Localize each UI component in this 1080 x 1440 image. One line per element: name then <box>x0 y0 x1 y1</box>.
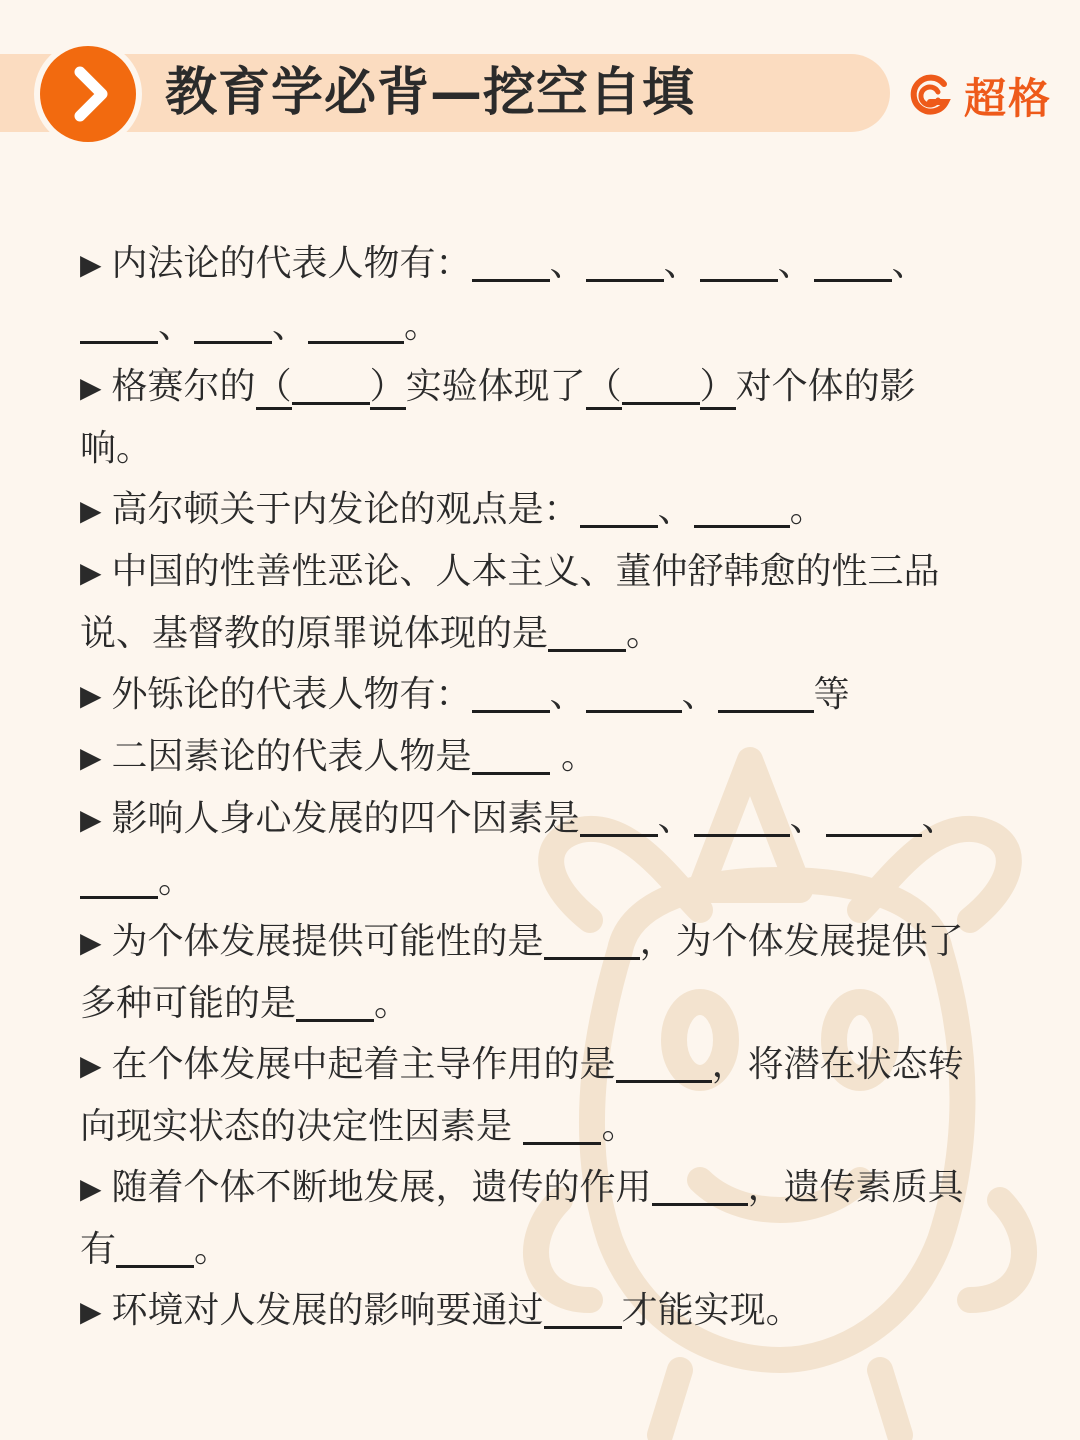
bracket-text: ） <box>370 366 406 410</box>
answer-blank[interactable] <box>586 666 682 713</box>
answer-blank[interactable] <box>622 358 700 405</box>
question-end: 。 <box>601 1106 638 1147</box>
answer-blank[interactable] <box>580 790 658 837</box>
separator-text: 、 <box>549 674 586 715</box>
answer-blank[interactable] <box>544 1282 622 1329</box>
question-text: 二因素论的代表人物是 <box>111 736 472 777</box>
separator-text: 、 <box>891 243 928 284</box>
question-text: 内法论的代表人物有： <box>111 243 472 284</box>
answer-blank[interactable] <box>826 790 922 837</box>
answer-blank[interactable] <box>472 666 550 713</box>
answer-blank[interactable] <box>80 297 158 344</box>
question-end: 。 <box>194 1229 231 1270</box>
question-item <box>80 356 980 479</box>
question-text: 外铄论的代表人物有： <box>111 674 472 715</box>
page-title: 教育学必背—挖空自填 <box>165 63 696 123</box>
question-item <box>80 1157 980 1280</box>
triangle-bullet-icon: ▶ <box>80 248 102 281</box>
answer-blank[interactable] <box>694 481 790 528</box>
question-item <box>80 911 980 1034</box>
separator-text: 、 <box>921 798 958 839</box>
question-end: 。 <box>374 983 411 1024</box>
question-end: 。 <box>404 305 441 346</box>
question-text: ，遗传素质具有 <box>80 1167 964 1270</box>
separator-text: 、 <box>657 798 694 839</box>
question-item <box>80 479 980 541</box>
brand-g-logo-icon <box>908 74 952 118</box>
triangle-bullet-icon: ▶ <box>80 926 102 959</box>
answer-blank[interactable] <box>586 235 664 282</box>
question-text: 实验体现了 <box>405 366 586 407</box>
triangle-bullet-icon: ▶ <box>80 494 102 527</box>
question-text: 为个体发展提供可能性的是 <box>111 921 544 962</box>
answer-blank[interactable] <box>523 1098 601 1145</box>
answer-blank[interactable] <box>700 235 778 282</box>
question-text: 高尔顿关于内发论的观点是： <box>111 489 580 530</box>
question-end: 。 <box>789 489 826 530</box>
brand-logo <box>908 68 1052 124</box>
question-end: 才能实现。 <box>621 1290 802 1331</box>
question-item <box>80 541 980 664</box>
question-item <box>80 1280 980 1342</box>
page-header <box>0 40 1080 150</box>
separator-text: 、 <box>657 489 694 530</box>
answer-blank[interactable] <box>472 235 550 282</box>
question-end: 等 <box>813 674 850 715</box>
bracket-text: ） <box>700 366 736 410</box>
answer-blank[interactable] <box>544 913 640 960</box>
answer-blank[interactable] <box>814 235 892 282</box>
answer-blank[interactable] <box>194 297 272 344</box>
chevron-right-icon <box>40 46 136 142</box>
bracket-text: （ <box>256 366 292 410</box>
separator-text: 、 <box>789 798 826 839</box>
question-text: 随着个体不断地发展，遗传的作用 <box>111 1167 652 1208</box>
triangle-bullet-icon: ▶ <box>80 1172 102 1205</box>
question-text: ，将潜在状态转向现实状态的决定性因素是 <box>80 1044 964 1147</box>
answer-blank[interactable] <box>652 1159 748 1206</box>
triangle-bullet-icon: ▶ <box>80 679 102 712</box>
separator-text: 、 <box>549 243 586 284</box>
triangle-bullet-icon: ▶ <box>80 371 102 404</box>
answer-blank[interactable] <box>296 975 374 1022</box>
separator-text: 、 <box>272 305 309 346</box>
triangle-bullet-icon: ▶ <box>80 1295 102 1328</box>
question-item <box>80 664 980 726</box>
triangle-bullet-icon: ▶ <box>80 803 102 836</box>
answer-blank[interactable] <box>80 852 158 899</box>
bracket-text: （ <box>586 366 622 410</box>
answer-blank[interactable] <box>116 1221 194 1268</box>
question-text: 对个体的影响。 <box>80 366 916 469</box>
answer-blank[interactable] <box>718 666 814 713</box>
question-end: 。 <box>549 736 598 777</box>
question-text: 中国的性善性恶论、人本主义、董仲舒韩愈的性三品说、基督教的原罪说体现的是 <box>80 551 940 654</box>
question-text: 格赛尔的 <box>111 366 256 407</box>
question-item <box>80 788 980 911</box>
answer-blank[interactable] <box>472 728 550 775</box>
question-item <box>80 233 980 356</box>
question-end: 。 <box>626 613 663 654</box>
answer-blank[interactable] <box>616 1036 712 1083</box>
answer-blank[interactable] <box>308 297 404 344</box>
question-text: 环境对人发展的影响要通过 <box>111 1290 544 1331</box>
question-text: 影响人身心发展的四个因素是 <box>111 798 580 839</box>
question-item <box>80 1034 980 1157</box>
answer-blank[interactable] <box>548 605 626 652</box>
answer-blank[interactable] <box>694 790 790 837</box>
question-list <box>80 233 980 1342</box>
question-text: 在个体发展中起着主导作用的是 <box>111 1044 616 1085</box>
triangle-bullet-icon: ▶ <box>80 1049 102 1082</box>
question-text: ，为个体发展提供了多种可能的是 <box>80 921 964 1024</box>
answer-blank[interactable] <box>580 481 658 528</box>
question-end: 。 <box>158 860 195 901</box>
answer-blank[interactable] <box>292 358 370 405</box>
triangle-bullet-icon: ▶ <box>80 741 102 774</box>
separator-text: 、 <box>681 674 718 715</box>
separator-text: 、 <box>158 305 195 346</box>
separator-text: 、 <box>777 243 814 284</box>
brand-name: 超格 <box>964 74 1053 123</box>
triangle-bullet-icon: ▶ <box>80 556 102 589</box>
question-item <box>80 726 980 788</box>
separator-text: 、 <box>663 243 700 284</box>
